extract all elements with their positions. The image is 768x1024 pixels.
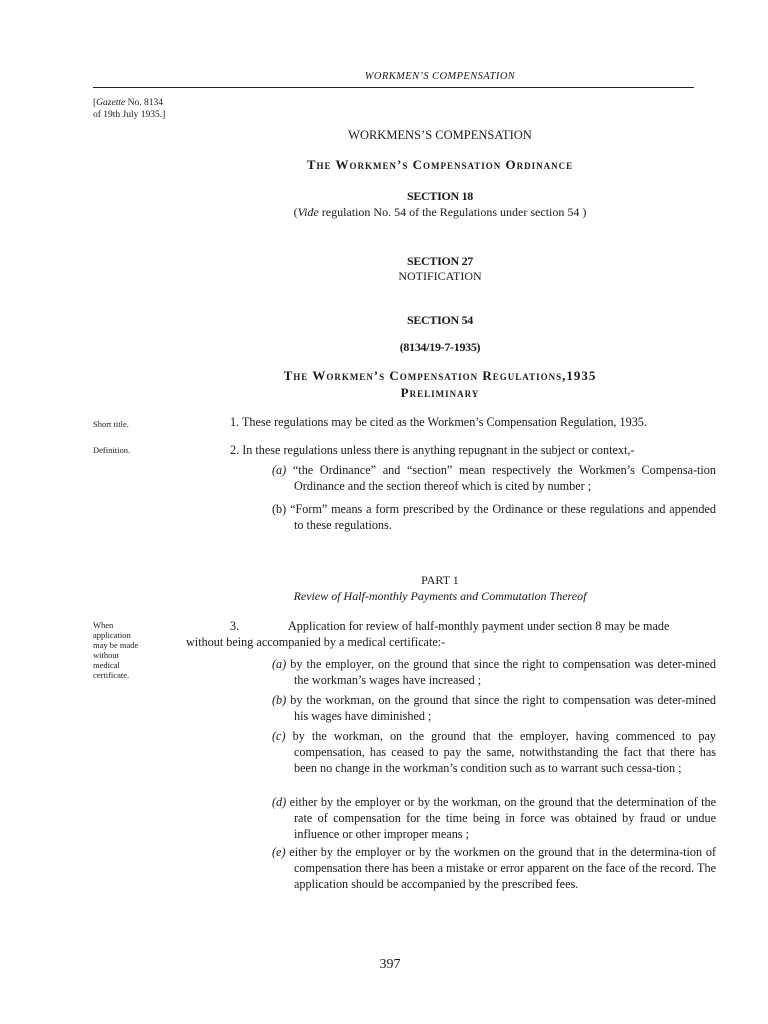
clause-label: (d) — [272, 795, 287, 809]
margin-note-line: may be made — [93, 640, 139, 650]
gazette-number: No. 8134 — [125, 98, 163, 108]
vide-text: regulation No. 54 of the Regulations under section 54 ) — [318, 205, 587, 219]
clause-label: (a) — [272, 463, 287, 477]
margin-note-line: When — [93, 620, 114, 630]
regulation-3-clause-c — [272, 728, 716, 776]
regulation-3-clause-b — [272, 692, 716, 724]
regulation-3-clause-a — [272, 656, 716, 688]
regulation-3-line-2: without being accompanied by a medical certificate:- — [186, 635, 446, 649]
margin-note-line: certificate. — [93, 670, 130, 680]
regulation-2: 2. In these regulations unless there is anything repugnant in the subject or context,- — [230, 443, 635, 457]
margin-note-when-application — [93, 620, 173, 680]
clause-text: by the employer, on the ground that since the right to compensation was deter-mined the workman’s wages have increased ; — [286, 657, 716, 687]
margin-note-short-title: Short title. — [93, 419, 129, 429]
header-rule — [93, 87, 694, 88]
clause-text: either by the employer or by the workman, on the ground that the determination of the rate of compensation for the time being in force was obtained by fraud or undue influence or other improper means ; — [286, 795, 716, 841]
section-54-heading: SECTION 54 — [406, 313, 474, 327]
ordinance-title: The Workmen’s Compensation Ordinance — [306, 157, 574, 172]
margin-note-definition: Definition. — [93, 445, 131, 455]
vide-word: Vide — [297, 205, 319, 219]
regulation-3-line-1: Application for review of half-monthly payment under section 8 may be made — [288, 619, 670, 633]
regulations-title: The Workmen’s Compensation Regulations,1935 — [283, 368, 597, 383]
clause-text: “Form” means a form prescribed by the Ordinance or these regulations and appended to these regulations. — [286, 502, 716, 532]
clause-label: (b) — [272, 693, 287, 707]
part-1-heading: PART 1 — [421, 573, 459, 587]
regulation-3-number: 3. — [230, 619, 240, 633]
gazette-ref-code: (8134/19-7-1935) — [399, 340, 481, 354]
margin-note-line: application — [93, 630, 131, 640]
regulation-1: 1. These regulations may be cited as the Workmen’s Compensation Regulation, 1935. — [230, 415, 647, 429]
clause-label: (b) — [272, 502, 287, 516]
clause-label: (a) — [272, 657, 287, 671]
gazette-date: of 19th July 1935.] — [93, 110, 166, 120]
clause-text: by the workman, on the ground that since the right to compensation was deter-mined his wages have diminished ; — [286, 693, 716, 723]
running-head: WORKMEN’S COMPENSATION — [364, 71, 516, 82]
clause-text: “the Ordinance” and “section” mean respectively the Workmen’s Compensa-tion Ordinance and the section thereof which is cited by number ; — [286, 463, 716, 493]
section-18-heading: SECTION 18 — [406, 189, 474, 203]
regulation-3-clause-e — [272, 844, 716, 892]
part-1-subheading: Review of Half-monthly Payments and Commutation Thereof — [293, 589, 587, 603]
page-title: WORKMENS’S COMPENSATION — [348, 128, 532, 142]
gazette-word: Gazette — [96, 98, 126, 108]
regulation-2-clause-a — [272, 462, 716, 494]
clause-label: (c) — [272, 729, 286, 743]
vide-note: (Vide regulation No. 54 of the Regulations under section 54 ) — [293, 205, 587, 219]
margin-note-line: without — [93, 650, 119, 660]
clause-text: either by the employer or by the workmen on the ground that in the determina-tion of compensation there has been a mistake or error apparent on the face of the record. The application should be accompanied by the prescribed fees. — [285, 845, 716, 891]
notification-heading: NOTIFICATION — [398, 269, 482, 283]
section-27-heading: SECTION 27 — [406, 254, 474, 268]
regulation-3-clause-d — [272, 794, 716, 842]
page-number: 397 — [379, 957, 401, 972]
regulation-2-clause-b — [272, 501, 716, 533]
preliminary-heading: Preliminary — [400, 385, 480, 400]
margin-note-line: medical — [93, 660, 120, 670]
gazette-reference: [Gazette No. 8134 of 19th July 1935.] — [93, 98, 166, 120]
clause-text: by the workman, on the ground that the employer, having commenced to pay compensation, has ceased to pay the same, notwithstanding the fact that there has been no change in the workman’s condition such as to warrant such cessa-tion ; — [285, 729, 716, 775]
clause-label: (e) — [272, 845, 286, 859]
